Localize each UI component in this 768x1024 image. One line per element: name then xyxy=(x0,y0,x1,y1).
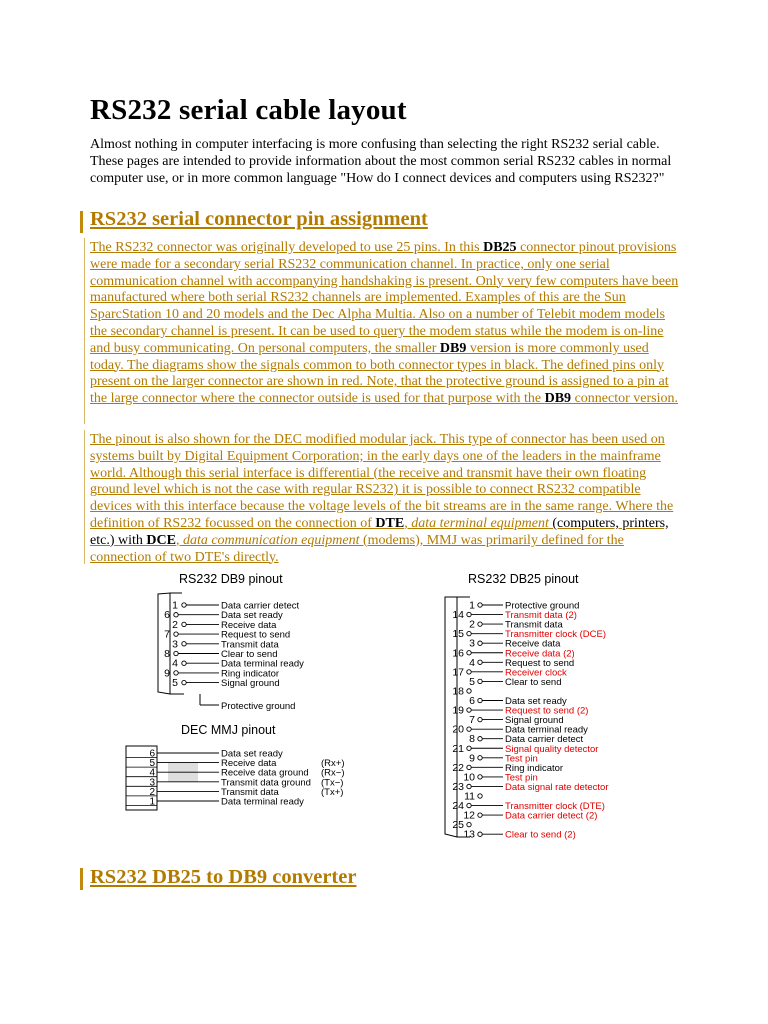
db9-pin-label: Request to send xyxy=(221,629,291,641)
db9-pin-label: Data set ready xyxy=(221,610,283,622)
db9-pin-number: 9 xyxy=(164,667,170,680)
db25-pin-label: Test pin xyxy=(505,753,538,765)
pin-assignment-paragraph-2[interactable] xyxy=(90,432,682,566)
db25-pin-number: 21 xyxy=(452,742,464,755)
pinout-diagram xyxy=(118,569,638,845)
term-dte-expansion: data terminal equipment xyxy=(411,515,549,531)
db25-pin-label: Transmitter clock (DTE) xyxy=(505,801,605,813)
db9-pin-number: 1 xyxy=(172,599,178,612)
db9-pin-number: 6 xyxy=(164,609,170,622)
db9-pin-number: 7 xyxy=(164,628,170,641)
db25-pin-number: 25 xyxy=(452,819,464,832)
db25-pin-label: Request to send (2) xyxy=(505,705,589,717)
mmj-pin-number: 2 xyxy=(149,786,155,798)
mmj-pinout-title: DEC MMJ pinout xyxy=(181,723,276,737)
db25-pin-number: 12 xyxy=(463,809,475,822)
db9-ground-label: Protective ground xyxy=(221,701,296,712)
mmj-pin-number: 1 xyxy=(149,796,155,808)
db25-pin-number: 3 xyxy=(469,637,475,650)
db25-pin-label: Transmit data (2) xyxy=(505,610,577,622)
db9-pin-number: 4 xyxy=(172,657,178,670)
text-run: The RS232 connector was originally developed to use 25 pins. In this xyxy=(90,240,484,255)
db25-pin-contact xyxy=(467,670,471,674)
db9-pin-contact xyxy=(182,622,186,626)
db25-pin-label: Data carrier detect (2) xyxy=(505,810,598,822)
db25-pin-label: Transmitter clock (DCE) xyxy=(505,629,606,641)
mmj-pinout-diagram xyxy=(126,723,345,810)
db25-pin-number: 22 xyxy=(452,761,464,774)
mmj-signal-tag: (Rx+) xyxy=(321,758,345,770)
db9-pin-contact xyxy=(174,613,178,617)
term-dte: DTE xyxy=(375,515,405,531)
mmj-pin-number: 6 xyxy=(149,748,155,760)
db25-pin-number: 7 xyxy=(469,714,475,727)
db25-pin-label: Data signal rate detector xyxy=(505,781,609,793)
db25-pin-contact xyxy=(467,765,471,769)
mmj-pin-label: Transmit data ground xyxy=(221,777,311,789)
db25-pin-label: Signal ground xyxy=(505,715,564,727)
text-run: , xyxy=(404,515,412,531)
db9-pin-contact xyxy=(174,651,178,655)
db25-pin-contact xyxy=(478,698,482,702)
mmj-signal-tag: (Rx−) xyxy=(321,767,345,779)
mmj-signal-tag: (Tx+) xyxy=(321,786,344,798)
text-run: connector version. xyxy=(571,391,678,407)
db25-pin-contact xyxy=(478,756,482,760)
db25-pin-contact xyxy=(478,794,482,798)
db25-pin-contact xyxy=(478,660,482,664)
mmj-pin-label: Data terminal ready xyxy=(221,796,304,808)
section-marker-bar xyxy=(80,211,83,233)
db25-pin-number: 11 xyxy=(464,790,475,803)
db25-pin-number: 10 xyxy=(463,771,475,784)
db25-pin-number: 24 xyxy=(452,800,464,813)
db9-pin-label: Data terminal ready xyxy=(221,658,304,670)
db9-pinout-title: RS232 DB9 pinout xyxy=(179,572,283,586)
section-heading-db25-to-db9[interactable]: RS232 DB25 to DB9 converter xyxy=(90,866,357,888)
db25-pin-label: Clear to send xyxy=(505,676,562,688)
db25-pin-label: Receive data xyxy=(505,638,561,650)
mmj-pin-label: Receive data ground xyxy=(221,767,309,779)
db25-pin-contact xyxy=(478,603,482,607)
db9-pin-label: Signal ground xyxy=(221,678,280,690)
text-run: (modems), MMJ was primarily defined for the connection of two DTE's directly. xyxy=(90,532,624,565)
db25-pin-contact xyxy=(467,727,471,731)
db25-pin-number: 19 xyxy=(452,704,464,717)
db9-pin-contact xyxy=(182,603,186,607)
db9-pin-contact xyxy=(182,661,186,665)
mmj-pin-number: 5 xyxy=(149,758,155,770)
db9-pin-contact xyxy=(174,671,178,675)
db25-pin-number: 20 xyxy=(452,723,464,736)
db25-pin-label: Request to send xyxy=(505,657,575,669)
db9-pin-label: Data carrier detect xyxy=(221,600,300,612)
db25-pin-label: Data set ready xyxy=(505,696,567,707)
text-run: The pinout is also shown for the DEC modified modular jack. This type of connector has been used on systems built by Digital Equipment Corporation; in the early days one of the leaders in the mainframe world. Although this serial interface is differential (the receive and transmit have their own floating ground level which is not the case with regular RS232) it is possible to connect RS232 compatible devices with this interface because the voltage levels of the bit streams are in the same range. Where the definition of RS232 focussed on the connection of xyxy=(90,432,674,531)
db25-pin-contact xyxy=(467,746,471,750)
db9-pin-number: 5 xyxy=(172,677,178,690)
term-db25: DB25 xyxy=(483,240,517,255)
db25-pin-number: 15 xyxy=(452,628,464,641)
db25-pinout-title: RS232 DB25 pinout xyxy=(468,572,579,586)
intro-paragraph: Almost nothing in computer interfacing is more confusing than selecting the right RS232 serial cable. These pages are intended to provide information about the most common serial RS232 cables in normal computer use, or in more common language "How do I connect devices and computers using RS232?" xyxy=(90,137,672,186)
paragraph-rule xyxy=(84,430,85,564)
mmj-pin-label: Receive data xyxy=(221,758,277,770)
db25-pin-contact xyxy=(467,784,471,788)
term-dce-expansion: data communication equipment xyxy=(182,532,360,548)
db25-pin-number: 6 xyxy=(469,695,475,707)
db25-pin-number: 18 xyxy=(452,685,464,698)
db9-pin-number: 8 xyxy=(164,648,170,660)
db9-pin-label: Transmit data xyxy=(221,639,279,651)
page-title: RS232 serial cable layout xyxy=(90,94,407,126)
term-db9: DB9 xyxy=(544,391,572,407)
db9-pin-number: 3 xyxy=(172,638,178,651)
db25-pin-number: 13 xyxy=(463,828,475,841)
db25-pin-label: Data terminal ready xyxy=(505,724,588,736)
db25-pin-contact xyxy=(467,803,471,807)
db25-pin-number: 14 xyxy=(452,609,464,622)
db25-pin-number: 2 xyxy=(469,618,475,631)
db25-pin-contact xyxy=(478,641,482,645)
db25-pin-contact xyxy=(478,622,482,626)
paragraph-rule xyxy=(84,238,85,424)
db25-pin-contact xyxy=(467,612,471,616)
mmj-pin-number: 3 xyxy=(149,777,155,789)
section-heading-pin-assignment[interactable]: RS232 serial connector pin assignment xyxy=(90,208,428,230)
db25-pin-number: 4 xyxy=(469,656,475,669)
db25-pin-number: 9 xyxy=(469,752,475,765)
db9-pin-number: 2 xyxy=(172,618,178,631)
db25-pin-label: Clear to send (2) xyxy=(505,829,576,841)
db25-pin-number: 1 xyxy=(469,599,475,612)
db25-pin-contact xyxy=(467,689,471,693)
db25-pin-contact xyxy=(467,631,471,635)
db25-pin-label: Receiver clock xyxy=(505,667,567,679)
db9-pin-label: Clear to send xyxy=(221,649,278,660)
db9-pin-contact xyxy=(174,632,178,636)
db25-pin-number: 16 xyxy=(452,647,464,660)
db25-pin-contact xyxy=(467,651,471,655)
term-dce: DCE xyxy=(146,532,176,548)
db25-pin-label: Test pin xyxy=(505,772,538,784)
text-run: , xyxy=(175,532,183,548)
db25-pin-contact xyxy=(478,679,482,683)
db25-pin-label: Protective ground xyxy=(505,600,580,612)
db25-pin-contact xyxy=(467,708,471,712)
db25-pin-contact xyxy=(467,822,471,826)
db25-pin-number: 8 xyxy=(469,733,475,746)
db25-pin-label: Signal quality detector xyxy=(505,743,599,755)
text-run: (computers, printers, etc.) with xyxy=(90,515,669,548)
term-db9: DB9 xyxy=(439,340,467,356)
mmj-pin-number: 4 xyxy=(149,767,155,779)
db25-pin-number: 5 xyxy=(469,675,475,688)
mmj-signal-tag: (Tx−) xyxy=(321,777,344,789)
db25-pin-label: Receive data (2) xyxy=(505,648,575,660)
text-run: version is more commonly used today. The diagrams show the signals common to both connector types in black. The defined pins only present on the larger connector are shown in red. Note, that the protective ground is assigned to a pin at the large connector where the connector outside is used for that purpose with the xyxy=(90,340,669,407)
db9-pin-label: Ring indicator xyxy=(221,668,280,680)
db25-pin-label: Ring indicator xyxy=(505,762,564,774)
db25-pin-label: Transmit data xyxy=(505,619,563,631)
mmj-pin-label: Transmit data xyxy=(221,786,279,798)
db9-pinout-diagram xyxy=(158,572,304,712)
db25-pin-contact xyxy=(478,737,482,741)
section-marker-bar xyxy=(80,868,83,890)
db25-pin-contact xyxy=(478,775,482,779)
db25-pin-contact xyxy=(478,813,482,817)
db25-pin-contact xyxy=(478,717,482,721)
pin-assignment-paragraph-1[interactable] xyxy=(90,240,682,408)
db9-pin-contact xyxy=(182,642,186,646)
db25-pinout-diagram xyxy=(445,572,609,841)
db25-pin-number: 17 xyxy=(452,666,464,679)
mmj-pin-label: Data set ready xyxy=(221,748,283,760)
db25-pin-label: Data carrier detect xyxy=(505,734,584,746)
text-run: connector pinout provisions were made for a secondary serial RS232 communication channel. In practice, only one serial communication channel with accompanying handshaking is present. Only very few computers have been manufactured where both serial RS232 channels are implemented. Examples of this are the Sun SparcStation 10 and 20 models and the Dec Alpha Multia. Also on a number of Telebit modem models the secondary channel is present. It can be used to query the modem status while the modem is on-line and busy communicating. On personal computers, the smaller xyxy=(90,240,679,356)
db25-pin-contact xyxy=(478,832,482,836)
db25-pin-number: 23 xyxy=(452,780,464,793)
db9-pin-label: Receive data xyxy=(221,619,277,631)
db9-pin-contact xyxy=(182,680,186,684)
